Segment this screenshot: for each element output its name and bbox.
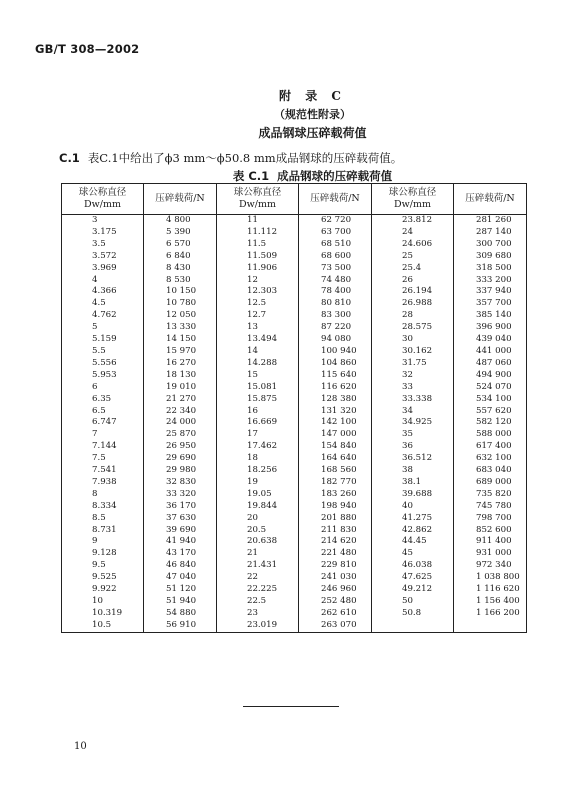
load-cell: 32 830 xyxy=(144,477,217,489)
page-number: 10 xyxy=(74,741,87,752)
diameter-cell: 5.556 xyxy=(62,358,144,370)
load-cell: 582 120 xyxy=(454,417,527,429)
table-row xyxy=(62,608,527,620)
load-cell: 54 880 xyxy=(144,608,217,620)
diameter-cell: 15.081 xyxy=(217,382,299,394)
load-cell: 617 400 xyxy=(454,441,527,453)
clause-text: 表C.1中给出了ϕ3 mm～ϕ50.8 mm成品钢球的压碎载荷值。 xyxy=(87,151,403,165)
table-row xyxy=(62,513,527,525)
diameter-cell: 4.762 xyxy=(62,310,144,322)
load-cell: 201 880 xyxy=(299,513,372,525)
load-cell: 735 820 xyxy=(454,489,527,501)
load-cell: 183 260 xyxy=(299,489,372,501)
diameter-cell: 12.7 xyxy=(217,310,299,322)
diameter-cell: 4.366 xyxy=(62,286,144,298)
load-cell: 309 680 xyxy=(454,251,527,263)
diameter-cell: 14.288 xyxy=(217,358,299,370)
diameter-cell: 11.906 xyxy=(217,263,299,275)
load-cell: 6 570 xyxy=(144,239,217,251)
diameter-cell: 17 xyxy=(217,429,299,441)
table-row xyxy=(62,429,527,441)
load-cell: 8 430 xyxy=(144,263,217,275)
load-cell: 632 100 xyxy=(454,453,527,465)
load-cell: 22 340 xyxy=(144,406,217,418)
header-load: 压碎载荷/N xyxy=(454,184,527,215)
diameter-cell: 40 xyxy=(372,501,454,513)
appendix-subtitle: （规范性附录） xyxy=(274,108,351,121)
diameter-cell: 4.5 xyxy=(62,298,144,310)
diameter-cell: 3.175 xyxy=(62,227,144,239)
table-row xyxy=(62,441,527,453)
diameter-cell: 25.4 xyxy=(372,263,454,275)
diameter-cell: 9.5 xyxy=(62,560,144,572)
table-row xyxy=(62,239,527,251)
load-cell: 51 120 xyxy=(144,584,217,596)
diameter-cell: 13.494 xyxy=(217,334,299,346)
load-cell: 147 000 xyxy=(299,429,372,441)
diameter-cell: 10.319 xyxy=(62,608,144,620)
load-cell: 14 150 xyxy=(144,334,217,346)
diameter-cell: 12.5 xyxy=(217,298,299,310)
load-cell: 263 070 xyxy=(299,620,372,632)
diameter-cell: 24 xyxy=(372,227,454,239)
clause-c1 xyxy=(59,150,402,166)
table-row xyxy=(62,477,527,489)
appendix-heading: 成品钢球压碎载荷值 xyxy=(258,126,367,140)
diameter-cell: 21.431 xyxy=(217,560,299,572)
table-row xyxy=(62,453,527,465)
end-rule xyxy=(243,706,339,707)
load-cell: 211 830 xyxy=(299,525,372,537)
table-row xyxy=(62,215,527,227)
load-cell: 241 030 xyxy=(299,572,372,584)
load-cell: 142 100 xyxy=(299,417,372,429)
table-row xyxy=(62,417,527,429)
diameter-cell: 31.75 xyxy=(372,358,454,370)
load-cell: 246 960 xyxy=(299,584,372,596)
diameter-cell: 30 xyxy=(372,334,454,346)
load-cell: 164 640 xyxy=(299,453,372,465)
table-row xyxy=(62,489,527,501)
diameter-cell: 50.8 xyxy=(372,608,454,620)
diameter-cell: 28.575 xyxy=(372,322,454,334)
diameter-cell: 22.225 xyxy=(217,584,299,596)
load-cell: 229 810 xyxy=(299,560,372,572)
diameter-cell: 26.988 xyxy=(372,298,454,310)
load-cell: 221 480 xyxy=(299,548,372,560)
table-row xyxy=(62,370,527,382)
load-cell: 43 170 xyxy=(144,548,217,560)
load-cell: 47 040 xyxy=(144,572,217,584)
load-cell: 168 560 xyxy=(299,465,372,477)
load-cell: 68 510 xyxy=(299,239,372,251)
load-cell: 281 260 xyxy=(454,215,527,227)
header-load: 压碎载荷/N xyxy=(299,184,372,215)
load-cell: 10 150 xyxy=(144,286,217,298)
load-cell: 13 330 xyxy=(144,322,217,334)
diameter-cell: 16.669 xyxy=(217,417,299,429)
load-cell: 287 140 xyxy=(454,227,527,239)
diameter-cell: 19 xyxy=(217,477,299,489)
load-cell: 63 700 xyxy=(299,227,372,239)
table-row xyxy=(62,227,527,239)
load-cell: 41 940 xyxy=(144,536,217,548)
load-cell: 1 038 800 xyxy=(454,572,527,584)
load-cell: 62 720 xyxy=(299,215,372,227)
diameter-cell: 5.159 xyxy=(62,334,144,346)
diameter-cell: 7.541 xyxy=(62,465,144,477)
diameter-cell: 21 xyxy=(217,548,299,560)
load-cell: 494 900 xyxy=(454,370,527,382)
diameter-cell: 39.688 xyxy=(372,489,454,501)
load-cell: 337 940 xyxy=(454,286,527,298)
standard-code: GB/T 308—2002 xyxy=(35,42,140,56)
diameter-cell: 12 xyxy=(217,275,299,287)
diameter-cell: 20.638 xyxy=(217,536,299,548)
table-row xyxy=(62,394,527,406)
diameter-cell: 6.35 xyxy=(62,394,144,406)
diameter-cell: 16 xyxy=(217,406,299,418)
table-row xyxy=(62,322,527,334)
load-cell: 39 690 xyxy=(144,525,217,537)
load-cell: 73 500 xyxy=(299,263,372,275)
load-cell: 798 700 xyxy=(454,513,527,525)
load-cell: 534 100 xyxy=(454,394,527,406)
load-cell: 396 900 xyxy=(454,322,527,334)
load-cell: 252 480 xyxy=(299,596,372,608)
table-row xyxy=(62,465,527,477)
load-cell: 36 170 xyxy=(144,501,217,513)
load-cell: 10 780 xyxy=(144,298,217,310)
load-cell: 931 000 xyxy=(454,548,527,560)
diameter-cell: 9.525 xyxy=(62,572,144,584)
table-row xyxy=(62,572,527,584)
load-cell: 116 620 xyxy=(299,382,372,394)
load-cell: 1 156 400 xyxy=(454,596,527,608)
diameter-cell: 10 xyxy=(62,596,144,608)
load-cell: 131 320 xyxy=(299,406,372,418)
diameter-cell: 7 xyxy=(62,429,144,441)
diameter-cell: 8.731 xyxy=(62,525,144,537)
diameter-cell: 46.038 xyxy=(372,560,454,572)
diameter-cell: 32 xyxy=(372,370,454,382)
diameter-cell: 34 xyxy=(372,406,454,418)
table-row xyxy=(62,358,527,370)
table-row xyxy=(62,286,527,298)
load-cell: 745 780 xyxy=(454,501,527,513)
load-cell: 689 000 xyxy=(454,477,527,489)
diameter-cell: 22.5 xyxy=(217,596,299,608)
diameter-cell: 18 xyxy=(217,453,299,465)
load-cell: 357 700 xyxy=(454,298,527,310)
diameter-cell: 23.019 xyxy=(217,620,299,632)
diameter-cell: 25 xyxy=(372,251,454,263)
diameter-cell: 30.162 xyxy=(372,346,454,358)
diameter-cell: 9.922 xyxy=(62,584,144,596)
table-header-row xyxy=(62,184,527,215)
load-cell: 74 480 xyxy=(299,275,372,287)
table-title: 成品钢球的压碎载荷值 xyxy=(277,169,393,183)
table-row xyxy=(62,536,527,548)
load-cell: 51 940 xyxy=(144,596,217,608)
diameter-cell: 6.747 xyxy=(62,417,144,429)
crushing-load-table xyxy=(61,183,527,633)
table-row xyxy=(62,560,527,572)
diameter-cell: 3 xyxy=(62,215,144,227)
diameter-cell: 15 xyxy=(217,370,299,382)
load-cell xyxy=(454,620,527,632)
load-cell: 8 530 xyxy=(144,275,217,287)
load-cell: 115 640 xyxy=(299,370,372,382)
load-cell: 24 000 xyxy=(144,417,217,429)
diameter-cell: 7.144 xyxy=(62,441,144,453)
diameter-cell: 17.462 xyxy=(217,441,299,453)
table-row xyxy=(62,501,527,513)
diameter-cell: 50 xyxy=(372,596,454,608)
diameter-cell: 47.625 xyxy=(372,572,454,584)
header-diameter: 球公称直径 Dw/mm xyxy=(372,184,454,215)
load-cell: 300 700 xyxy=(454,239,527,251)
load-cell: 911 400 xyxy=(454,536,527,548)
table-row xyxy=(62,584,527,596)
load-cell: 972 340 xyxy=(454,560,527,572)
load-cell: 154 840 xyxy=(299,441,372,453)
clause-number: C.1 xyxy=(59,151,80,165)
header-load: 压碎载荷/N xyxy=(144,184,217,215)
load-cell: 16 270 xyxy=(144,358,217,370)
diameter-cell: 42.862 xyxy=(372,525,454,537)
load-cell: 524 070 xyxy=(454,382,527,394)
diameter-cell: 8 xyxy=(62,489,144,501)
table-row xyxy=(62,334,527,346)
load-cell: 104 860 xyxy=(299,358,372,370)
diameter-cell: 14 xyxy=(217,346,299,358)
load-cell: 557 620 xyxy=(454,406,527,418)
load-cell: 5 390 xyxy=(144,227,217,239)
diameter-cell: 23 xyxy=(217,608,299,620)
load-cell: 29 690 xyxy=(144,453,217,465)
table-row xyxy=(62,548,527,560)
load-cell: 6 840 xyxy=(144,251,217,263)
table-row xyxy=(62,382,527,394)
diameter-cell xyxy=(372,620,454,632)
diameter-cell: 18.256 xyxy=(217,465,299,477)
diameter-cell: 35 xyxy=(372,429,454,441)
load-cell: 15 970 xyxy=(144,346,217,358)
load-cell: 1 166 200 xyxy=(454,608,527,620)
table-row xyxy=(62,310,527,322)
diameter-cell: 41.275 xyxy=(372,513,454,525)
diameter-cell: 26 xyxy=(372,275,454,287)
diameter-cell: 13 xyxy=(217,322,299,334)
load-cell: 385 140 xyxy=(454,310,527,322)
table-row xyxy=(62,346,527,358)
diameter-cell: 9.128 xyxy=(62,548,144,560)
load-cell: 588 000 xyxy=(454,429,527,441)
load-cell: 4 800 xyxy=(144,215,217,227)
header-diameter: 球公称直径 Dw/mm xyxy=(217,184,299,215)
load-cell: 128 380 xyxy=(299,394,372,406)
diameter-cell: 20 xyxy=(217,513,299,525)
diameter-cell: 44.45 xyxy=(372,536,454,548)
diameter-cell: 3.5 xyxy=(62,239,144,251)
diameter-cell: 5 xyxy=(62,322,144,334)
diameter-cell: 5.953 xyxy=(62,370,144,382)
table-row xyxy=(62,406,527,418)
diameter-cell: 11 xyxy=(217,215,299,227)
load-cell: 1 116 620 xyxy=(454,584,527,596)
table-caption xyxy=(0,168,585,184)
diameter-cell: 45 xyxy=(372,548,454,560)
load-cell: 100 940 xyxy=(299,346,372,358)
diameter-cell: 11.509 xyxy=(217,251,299,263)
table-row xyxy=(62,275,527,287)
load-cell: 198 940 xyxy=(299,501,372,513)
table-row xyxy=(62,620,527,632)
diameter-cell: 6.5 xyxy=(62,406,144,418)
diameter-cell: 36.512 xyxy=(372,453,454,465)
diameter-cell: 4 xyxy=(62,275,144,287)
table-number: 表 C.1 xyxy=(232,169,270,183)
load-cell: 262 610 xyxy=(299,608,372,620)
load-cell: 29 980 xyxy=(144,465,217,477)
table-row xyxy=(62,263,527,275)
load-cell: 683 040 xyxy=(454,465,527,477)
diameter-cell: 23.812 xyxy=(372,215,454,227)
diameter-cell: 19.05 xyxy=(217,489,299,501)
load-cell: 19 010 xyxy=(144,382,217,394)
header-diameter: 球公称直径 Dw/mm xyxy=(62,184,144,215)
load-cell: 25 870 xyxy=(144,429,217,441)
diameter-cell: 10.5 xyxy=(62,620,144,632)
load-cell: 333 200 xyxy=(454,275,527,287)
diameter-cell: 8.334 xyxy=(62,501,144,513)
load-cell: 441 000 xyxy=(454,346,527,358)
diameter-cell: 22 xyxy=(217,572,299,584)
load-cell: 214 620 xyxy=(299,536,372,548)
load-cell: 87 220 xyxy=(299,322,372,334)
table-row xyxy=(62,251,527,263)
diameter-cell: 24.606 xyxy=(372,239,454,251)
diameter-cell: 3.572 xyxy=(62,251,144,263)
diameter-cell: 15.875 xyxy=(217,394,299,406)
diameter-cell: 33 xyxy=(372,382,454,394)
diameter-cell: 38 xyxy=(372,465,454,477)
diameter-cell: 20.5 xyxy=(217,525,299,537)
diameter-cell: 11.112 xyxy=(217,227,299,239)
diameter-cell: 49.212 xyxy=(372,584,454,596)
load-cell: 18 130 xyxy=(144,370,217,382)
table-row xyxy=(62,525,527,537)
table-row xyxy=(62,298,527,310)
diameter-cell: 7.938 xyxy=(62,477,144,489)
diameter-cell: 11.5 xyxy=(217,239,299,251)
load-cell: 56 910 xyxy=(144,620,217,632)
diameter-cell: 26.194 xyxy=(372,286,454,298)
diameter-cell: 28 xyxy=(372,310,454,322)
diameter-cell: 34.925 xyxy=(372,417,454,429)
diameter-cell: 9 xyxy=(62,536,144,548)
load-cell: 439 040 xyxy=(454,334,527,346)
diameter-cell: 33.338 xyxy=(372,394,454,406)
diameter-cell: 19.844 xyxy=(217,501,299,513)
load-cell: 80 810 xyxy=(299,298,372,310)
appendix-title: 附 录 C xyxy=(279,89,346,103)
load-cell: 12 050 xyxy=(144,310,217,322)
diameter-cell: 6 xyxy=(62,382,144,394)
diameter-cell: 7.5 xyxy=(62,453,144,465)
load-cell: 68 600 xyxy=(299,251,372,263)
diameter-cell: 5.5 xyxy=(62,346,144,358)
diameter-cell: 38.1 xyxy=(372,477,454,489)
load-cell: 33 320 xyxy=(144,489,217,501)
diameter-cell: 8.5 xyxy=(62,513,144,525)
load-cell: 487 060 xyxy=(454,358,527,370)
load-cell: 83 300 xyxy=(299,310,372,322)
load-cell: 26 950 xyxy=(144,441,217,453)
load-cell: 94 080 xyxy=(299,334,372,346)
load-cell: 46 840 xyxy=(144,560,217,572)
load-cell: 37 630 xyxy=(144,513,217,525)
load-cell: 182 770 xyxy=(299,477,372,489)
diameter-cell: 3.969 xyxy=(62,263,144,275)
load-cell: 21 270 xyxy=(144,394,217,406)
table-row xyxy=(62,596,527,608)
load-cell: 852 600 xyxy=(454,525,527,537)
load-cell: 78 400 xyxy=(299,286,372,298)
load-cell: 318 500 xyxy=(454,263,527,275)
diameter-cell: 12.303 xyxy=(217,286,299,298)
diameter-cell: 36 xyxy=(372,441,454,453)
